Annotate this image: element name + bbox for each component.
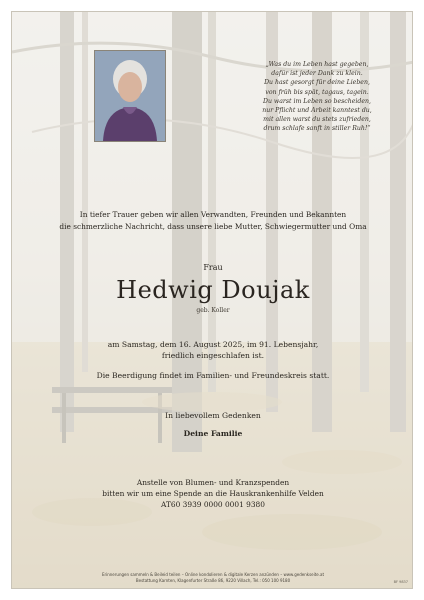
- footer: [12, 572, 413, 583]
- footer-line: Bestattung Karnten, Klagenfurter Straße 86, 9220 Villach, Tel.: 050 100 9180: [135, 577, 291, 583]
- portrait-image: [95, 51, 165, 141]
- poem-line: dafür ist jeder Dank zu klein.: [271, 70, 363, 78]
- deceased-name: Hedwig Doujak: [116, 276, 310, 304]
- donation-line: bitten wir um eine Spende an die Hauskrankenhilfe Velden: [102, 489, 324, 498]
- birth-name: geb. Koller: [196, 307, 230, 314]
- announcement-intro: [12, 209, 413, 232]
- poem-line: mit allen warst du stets zufrieden,: [263, 116, 371, 124]
- poem-line: von früh bis spät, tagaus, tagein.: [265, 88, 369, 96]
- publisher-logo: BF 9837: [393, 580, 408, 584]
- salutation: Frau: [203, 263, 223, 272]
- footer-line: Erinnerungen sammeln & Beileid teilen – Online kondolieren & digitale Kerzen anzünden – www.gedenkseite.at: [101, 572, 325, 577]
- intro-line: In tiefer Trauer geben wir allen Verwandten, Freunden und Bekannten: [79, 210, 347, 219]
- intro-line: die schmerzliche Nachricht, dass unsere liebe Mutter, Schwiegermutter und Oma: [59, 221, 367, 231]
- poem-line: drum schlafe sanft in stiller Ruh!“: [263, 125, 371, 133]
- death-line: am Samstag, dem 16. August 2025, im 91. Lebensjahr,: [107, 340, 319, 349]
- poem-line: „Was du im Leben hast gegeben,: [265, 61, 369, 68]
- death-notice: [12, 339, 413, 361]
- memory-line: In liebevollem Gedenken: [165, 411, 261, 420]
- funeral-notice: Die Beerdigung findet im Familien- und Freundeskreis statt.: [96, 371, 330, 380]
- donation-request: [12, 477, 413, 510]
- death-line: friedlich eingeschlafen ist.: [161, 351, 265, 360]
- poem-line: nur Pflicht und Arbeit kanntest du,: [262, 107, 372, 115]
- donation-line: Anstelle von Blumen- und Kranzspenden: [136, 478, 290, 487]
- poem-line: Du hast gesorgt für deine Lieben,: [264, 79, 370, 87]
- parte-card: [11, 11, 413, 589]
- poem-line: Du warst im Leben so bescheiden,: [263, 97, 371, 105]
- family-signature: Deine Familie: [183, 429, 243, 438]
- portrait-photo: [94, 50, 166, 142]
- poem: [242, 60, 392, 134]
- donation-iban: AT60 3939 0000 0001 9380: [161, 500, 265, 509]
